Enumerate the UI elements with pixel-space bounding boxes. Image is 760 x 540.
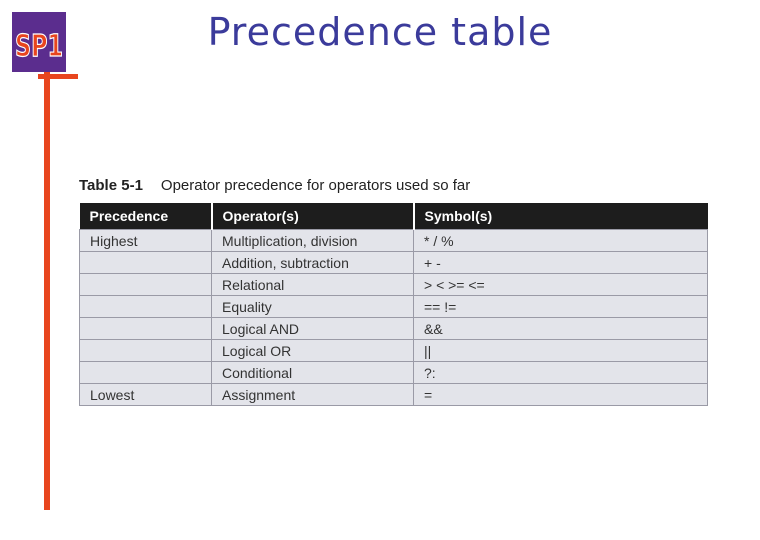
cell-precedence: Lowest [80,384,212,406]
cell-precedence [80,318,212,340]
cell-precedence [80,252,212,274]
header-symbols: Symbol(s) [414,203,708,230]
table-row [80,252,708,274]
cell-operator: Conditional [212,362,414,384]
cell-precedence [80,362,212,384]
table-label: Table 5-1 [79,177,143,194]
table-caption [79,177,470,194]
cell-symbol: * / % [414,230,708,252]
cell-symbol: && [414,318,708,340]
table-header-row [80,203,708,230]
cell-symbol: ?: [414,362,708,384]
cell-operator: Addition, subtraction [212,252,414,274]
header-operators: Operator(s) [212,203,414,230]
cell-symbol: == != [414,296,708,318]
cell-symbol: + - [414,252,708,274]
cell-precedence [80,296,212,318]
table-row [80,296,708,318]
precedence-table [79,203,708,406]
table-row [80,340,708,362]
cell-operator: Logical AND [212,318,414,340]
table-row [80,230,708,252]
table-row [80,318,708,340]
cell-operator: Assignment [212,384,414,406]
logo-text: SP1 [15,29,63,64]
cell-operator: Logical OR [212,340,414,362]
cell-symbol: = [414,384,708,406]
accent-bar-vertical [44,72,50,510]
cell-operator: Relational [212,274,414,296]
cell-precedence [80,274,212,296]
header-precedence: Precedence [80,203,212,230]
cell-symbol: || [414,340,708,362]
cell-operator: Equality [212,296,414,318]
slide-title: Precedence table [207,10,553,54]
table-row [80,362,708,384]
table-caption-text: Operator precedence for operators used so far [160,177,471,194]
cell-symbol: > < >= <= [414,274,708,296]
table-row [80,274,708,296]
cell-precedence [80,340,212,362]
cell-operator: Multiplication, division [212,230,414,252]
cell-precedence: Highest [80,230,212,252]
table-row [80,384,708,406]
